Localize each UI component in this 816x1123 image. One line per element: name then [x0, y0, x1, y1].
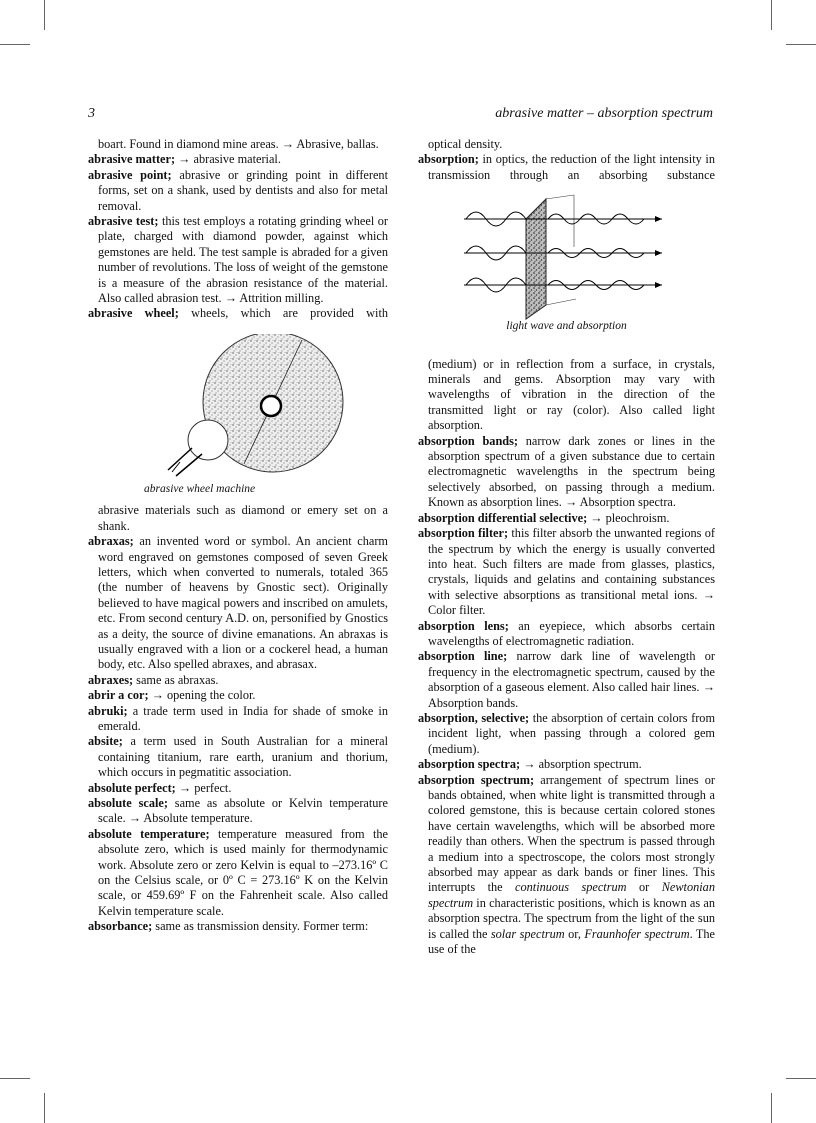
figure-caption: light wave and absorption	[506, 320, 627, 333]
entry-abrir-a-cor	[88, 688, 388, 703]
entry-absite	[88, 734, 388, 780]
entry-emphasis: continuous spectrum	[515, 880, 627, 895]
crop-mark	[771, 1093, 772, 1123]
light-wave-figure	[418, 187, 715, 323]
entry-definition: → perfect.	[175, 780, 232, 795]
entry-term: absorbance;	[88, 919, 153, 934]
entry-term: abrasive wheel;	[88, 306, 179, 321]
entry-definition: → abrasive material.	[175, 152, 281, 167]
page-number: 3	[88, 106, 95, 121]
left-column	[88, 137, 388, 935]
entry-definition: same as absolute or Kelvin temperature scale. → Absolute temperature.	[98, 796, 388, 826]
crop-mark	[786, 1078, 816, 1079]
crop-mark	[44, 1093, 45, 1123]
entry-absorption-bands	[418, 434, 715, 511]
entry-definition: same as transmission density. Former term:	[152, 919, 369, 934]
entry-term: absorption filter;	[418, 526, 509, 541]
entry-absolute-perfect	[88, 781, 388, 796]
crop-mark	[771, 0, 772, 30]
entry-definition: in characteristic positions, which is known as an absorption spectra. The spectrum from the light of the sun is called the	[428, 895, 715, 941]
entry-definition: narrow dark line of wavelength or frequency in the electromagnetic spectrum, caused by the absorption of a gaseous element. Also called hair lines. → Absorption bands.	[428, 649, 715, 710]
entry-emphasis: solar spectrum	[490, 926, 565, 941]
entry-term: absorption differential selective;	[418, 510, 588, 525]
entry-term: absolute perfect;	[88, 780, 176, 795]
entry-absorption	[418, 152, 715, 183]
entry-term: abraxes;	[88, 672, 134, 687]
entry-definition: an invented word or symbol. An ancient charm word engraved on gemstones composed of seven Greek letters, which when converted to numerals, totaled 365 (the number of heavens by Gnostic sect). Originally believed to have magical powers and inscribed on amulets, etc. From second century A.D. on, personified by Gnostics as a deity, the source of divine emanations. An abraxas is usually engraved with a lion or a cockerel head, a human body, etc. Also spelled abraxes, and abrasax.	[98, 534, 388, 672]
entry-term: abrasive matter;	[88, 152, 176, 167]
entry-term: abruki;	[88, 703, 128, 718]
entry-definition: narrow dark zones or lines in the absorption spectrum of a given substance due to certain electromagnetic wavelengths in the spectrum being selectively absorbed, on passing through a medium. Known as absorption lines. → Absorption spectra.	[428, 433, 715, 510]
abrasive-wheel-figure	[88, 334, 388, 486]
entry-term: absorption;	[418, 152, 479, 167]
entry-term: absolute temperature;	[88, 826, 210, 841]
right-column	[418, 137, 715, 957]
entry-definition: abrasive or grinding point in different forms, set on a shank, used by dentists and also for metal removal.	[98, 167, 388, 213]
entry-absolute-scale	[88, 796, 388, 827]
entry-absorption-selective	[418, 711, 715, 757]
entry-term: absorption, selective;	[418, 710, 530, 725]
entry-definition: in optics, the reduction of the light intensity in transmission through an absorbing substance	[428, 152, 715, 182]
figure-caption: abrasive wheel machine	[144, 482, 256, 495]
entry-term: absorption bands;	[418, 433, 519, 448]
entry-term: abraxas;	[88, 534, 134, 549]
entry-absorption-line	[418, 649, 715, 711]
entry-term: absorption line;	[418, 649, 508, 664]
entry-definition: an eyepiece, which absorbs certain wavelengths of electromagnetic radiation.	[428, 618, 715, 648]
entry-abruki	[88, 704, 388, 735]
entry-term: abrir a cor;	[88, 688, 149, 703]
entry-absorption-spectra	[418, 757, 715, 772]
entry-absorbance	[88, 919, 388, 934]
running-title: abrasive matter – absorption spectrum	[495, 106, 713, 121]
entry-definition: a trade term used in India for shade of smoke in emerald.	[98, 703, 388, 733]
continued-entry: (medium) or in reflection from a surface, in crystals, minerals and gems. Absorption may vary with wavelengths of vibration in the direction of the transmitted light or ray (color). Also called light absorption.	[428, 356, 715, 433]
entry-definition: or	[626, 880, 662, 895]
entry-emphasis: Fraunhofer spectrum	[584, 926, 690, 941]
entry-definition: same as abraxas.	[133, 672, 219, 687]
continued-entry: optical density.	[428, 137, 503, 151]
entry-definition: or,	[564, 926, 585, 941]
entry-abraxes	[88, 673, 388, 688]
continued-entry: abrasive materials such as diamond or emery set on a shank.	[98, 503, 388, 533]
entry-definition: → absorption spectrum.	[520, 757, 642, 772]
entry-definition: . The use of the	[428, 926, 715, 957]
entry-definition: → opening the color.	[148, 688, 256, 703]
entry-term: abrasive point;	[88, 167, 172, 182]
entry-abrasive-point	[88, 168, 388, 214]
crop-mark	[0, 44, 30, 45]
entry-absorption-lens	[418, 619, 715, 650]
light-wave-illustration	[418, 187, 715, 323]
entry-abraxas	[88, 534, 388, 673]
abrasive-wheel-illustration	[88, 334, 388, 486]
entry-term: abrasive test;	[88, 214, 159, 229]
entry-definition: the absorption of certain colors from incident light, when passing through a colored gem (medium).	[428, 710, 716, 756]
entry-definition: → pleochroism.	[587, 510, 670, 525]
entry-definition: temperature measured from the absolute zero, which is used mainly for thermodynamic work. Absolute zero or zero Kelvin is equal to –273.16º C on the Celsius scale, or 0º C = 273.16º K on the Kelvin scale, or 459.69º F on the Fahrenheit scale. Also called Kelvin temperature scale.	[98, 826, 388, 918]
entry-definition: this test employs a rotating grinding wheel or plate, charged with diamond powder, against which gemstones are held. The test sample is abraded for a given number of revolutions. The loss of weight of the gemstone is a measure of the abrasion resistance of the material. Also called abrasion test. → Attrition milling.	[98, 214, 388, 306]
entry-term: absorption spectra;	[418, 757, 521, 772]
entry-emphasis: Newtonian spectrum	[428, 880, 715, 910]
crop-mark	[44, 0, 45, 30]
entry-absorption-filter	[418, 526, 715, 618]
entry-definition: wheels, which are provided with	[178, 306, 389, 321]
continued-entry: boart. Found in diamond mine areas. → Abrasive, ballas.	[98, 137, 379, 151]
entry-definition: arrangement of spectrum lines or bands obtained, when white light is transmitted through a colored gemstone, this is because certain colored stones have certain wavelengths, which will be absorbed more readily than others. When the spectrum is passed through a medium into a spectroscope, the colors most strongly absorbed may appear as dark bands or finer lines. This interrupts the	[428, 772, 716, 895]
entry-term: absorption spectrum;	[418, 772, 535, 787]
crop-mark	[786, 44, 816, 45]
entry-absolute-temperature	[88, 827, 388, 919]
entry-term: absorption lens;	[418, 618, 509, 633]
entry-absorption-spectrum	[418, 773, 715, 958]
crop-mark	[0, 1078, 30, 1079]
entry-definition: this filter absorb the unwanted regions of the spectrum by which the energy is usually converted into heat. Such filters are made from glasses, plastics, crystals, liquids and gelatins and containing substances with selective absorptions as transitional metal ions. → Color filter.	[428, 526, 716, 618]
entry-abrasive-wheel	[88, 306, 388, 321]
entry-term: absite;	[88, 734, 123, 749]
entry-definition: a term used in South Australian for a mineral containing titanium, rare earth, uranium and thorium, which occurs in pegmatitic association.	[98, 734, 388, 780]
entry-abrasive-test	[88, 214, 388, 306]
entry-term: absolute scale;	[88, 796, 168, 810]
entry-absorption-differential-selective	[418, 511, 715, 526]
entry-abrasive-matter	[88, 152, 388, 167]
